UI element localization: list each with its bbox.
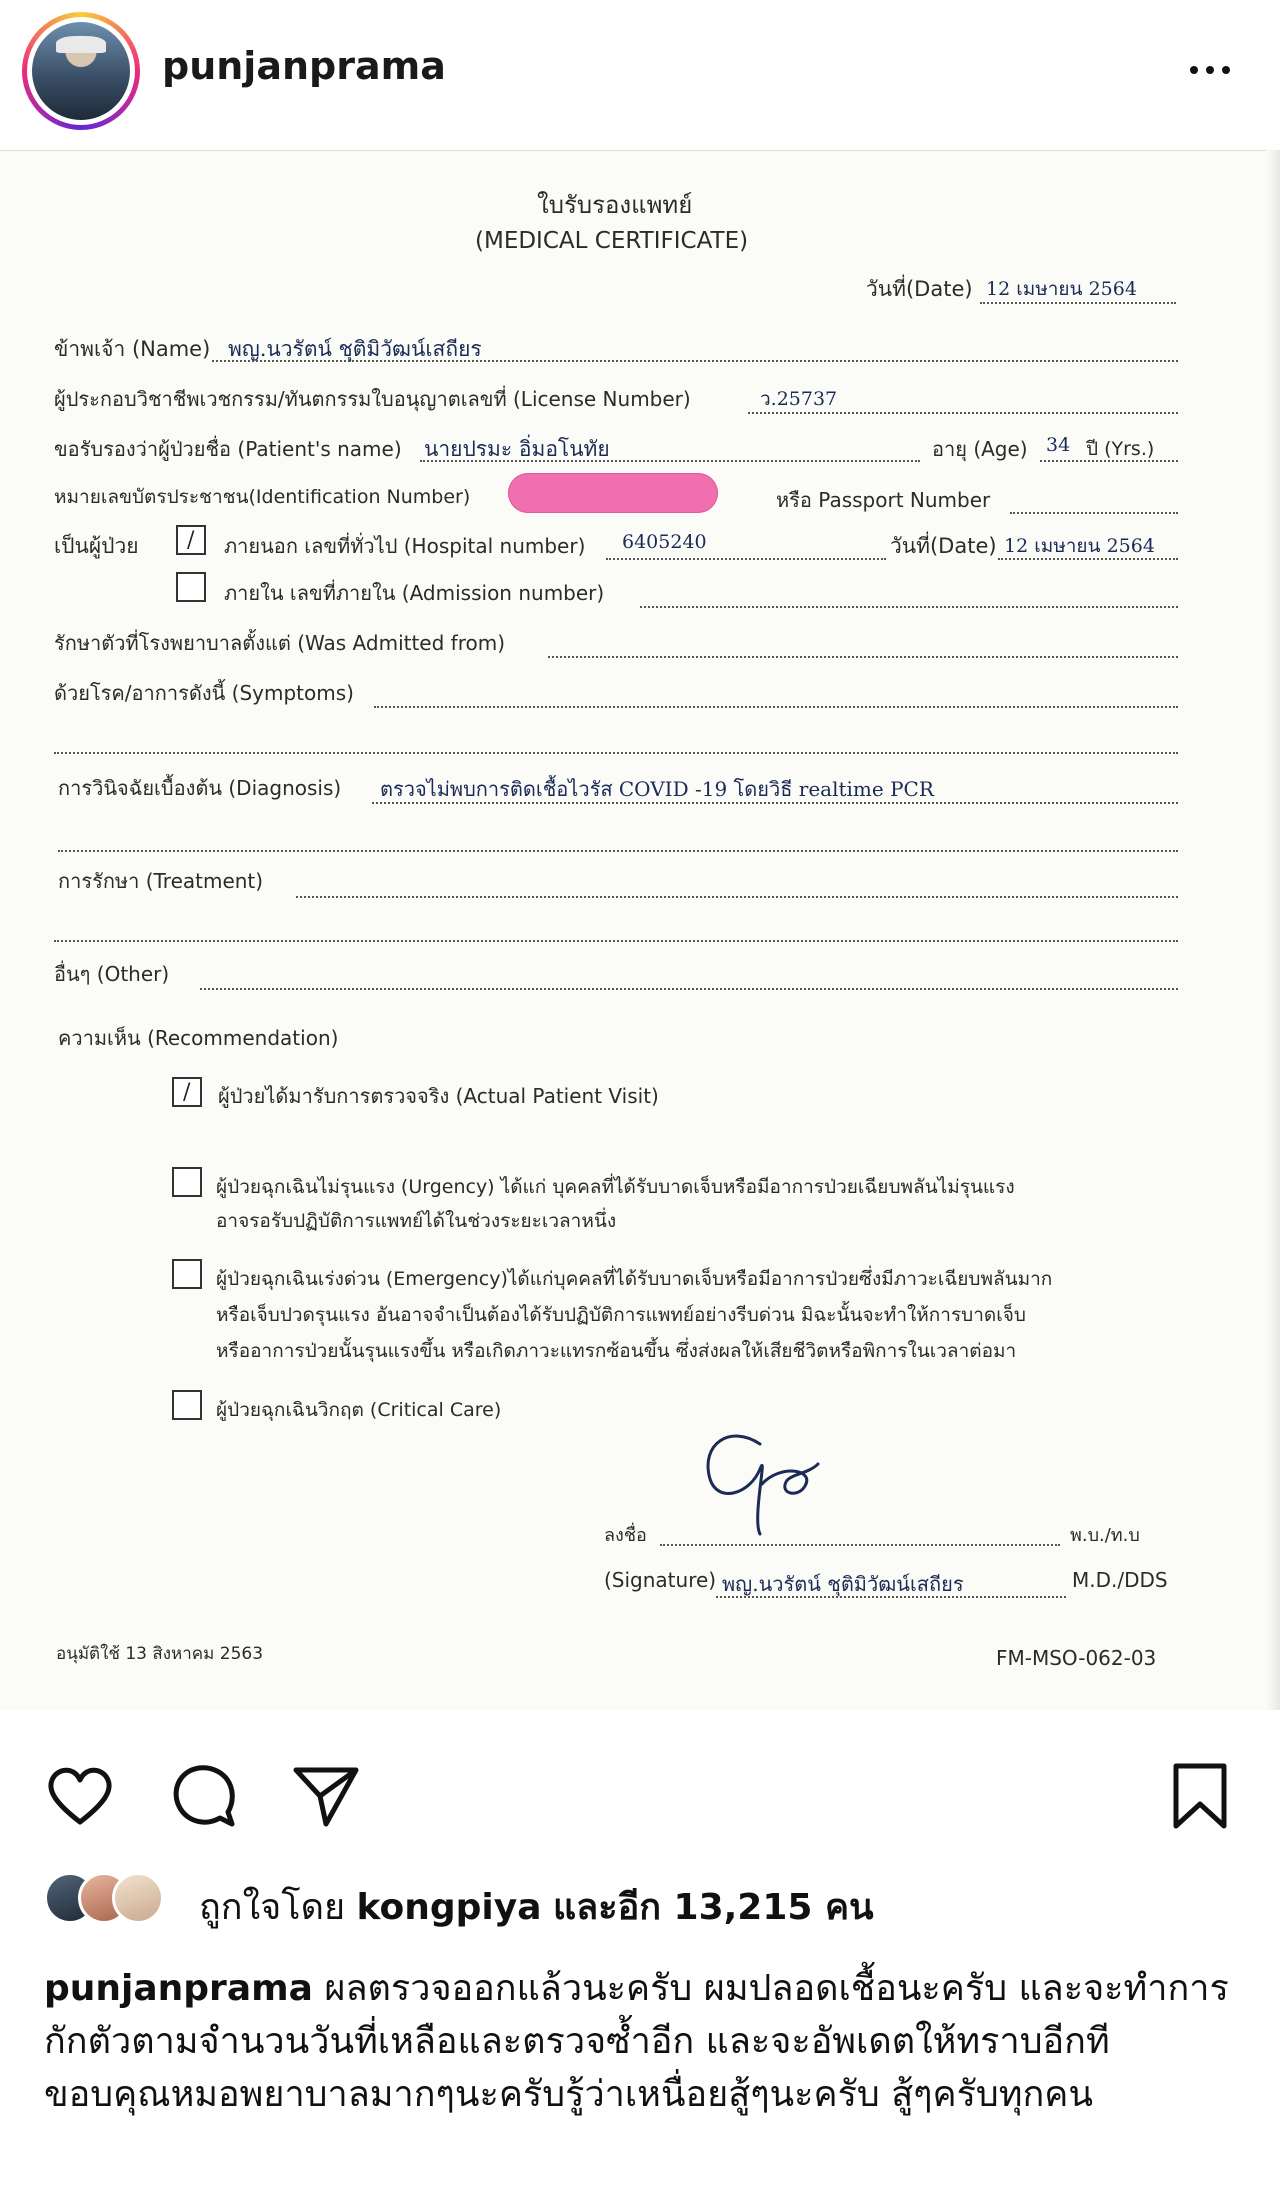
likes-suffix[interactable]: และอีก 13,215 คน: [552, 1887, 874, 1928]
patient-label: ขอรับรองว่าผู้ป่วยชื่อ (Patient's name): [54, 437, 402, 461]
dotted-line: [980, 302, 1176, 304]
inpatient-checkbox: [176, 572, 206, 602]
sign-suffix: พ.บ./ท.บ: [1070, 1525, 1140, 1546]
bookmark-icon[interactable]: [1164, 1760, 1236, 1832]
other-label: อื่นๆ (Other): [54, 962, 170, 986]
signature-name: พญ.นวรัตน์ ชุติมิวัฒน์เสถียร: [722, 1572, 964, 1596]
dotted-line: [1040, 460, 1178, 462]
dotted-line: [420, 460, 920, 462]
outpatient-label: ภายนอก เลขที่ทั่วไป (Hospital number): [224, 534, 586, 558]
comment-icon[interactable]: [168, 1760, 240, 1832]
recommendation-label: ความเห็น (Recommendation): [58, 1026, 339, 1050]
dotted-line: [548, 656, 1178, 658]
dotted-line: [748, 412, 1178, 414]
form-code: FM-MSO-062-03: [996, 1646, 1157, 1670]
dotted-line: [998, 558, 1178, 560]
diagnosis-label: การวินิจฉัยเบื้องต้น (Diagnosis): [58, 776, 342, 800]
outpatient-checkbox: [176, 525, 206, 555]
urgency-line-2: อาจรอรับปฏิบัติการแพทย์ได้ในช่วงระยะเวลาหนึ่ง: [216, 1210, 617, 1232]
symptoms-label: ด้วยโรค/อาการดังนี้ (Symptoms): [54, 681, 354, 705]
visit-date-value: 12 เมษายน 2564: [1004, 535, 1155, 557]
likes-user[interactable]: kongpiya: [356, 1887, 542, 1928]
dotted-line: [296, 896, 1178, 898]
critical-label: ผู้ป่วยฉุกเฉินวิกฤต (Critical Care): [216, 1399, 502, 1421]
check-mark: /: [187, 528, 195, 553]
avatar[interactable]: [22, 12, 140, 130]
actual-visit-checkbox: [172, 1077, 202, 1107]
check-mark: /: [183, 1080, 191, 1105]
send-icon[interactable]: [290, 1760, 362, 1832]
dotted-line: [374, 706, 1178, 708]
patient-value: นายปรมะ อิ่มอโนทัย: [424, 437, 610, 461]
dotted-line: [212, 360, 1178, 362]
more-options-icon[interactable]: [1180, 50, 1240, 90]
caption-username[interactable]: punjanprama: [44, 1968, 313, 2009]
age-unit: ปี (Yrs.): [1086, 438, 1155, 460]
emergency-line-2: หรือเจ็บปวดรุนแรง อันอาจจำเป็นต้องได้รับปฏิบัติการแพทย์อย่างรีบด่วน มิฉะนั้นจะทำให้การบาดเจ็บ: [216, 1304, 1026, 1326]
post-username[interactable]: punjanprama: [162, 44, 446, 88]
signature-label: (Signature): [604, 1568, 717, 1592]
name-value: พญ.นวรัตน์ ชุติมิวัฒน์เสถียร: [228, 337, 482, 361]
approved-date: อนุมัติใช้ 13 สิงหาคม 2563: [56, 1644, 264, 1664]
date-label: วันที่(Date): [866, 277, 973, 301]
dotted-line: [372, 802, 1178, 804]
dotted-line: [54, 752, 1178, 754]
post-caption: [44, 1962, 1244, 2121]
dotted-line: [54, 940, 1178, 942]
action-bar: [0, 1740, 1280, 1840]
emergency-checkbox: [172, 1259, 202, 1289]
urgency-checkbox: [172, 1167, 202, 1197]
patient-type-label: เป็นผู้ป่วย: [54, 534, 139, 558]
emergency-line-3: หรืออาการป่วยนั้นรุนแรงขึ้น หรือเกิดภาวะแทรกซ้อนขึ้น ซึ่งส่งผลให้เสียชีวิตหรือพิการในเวลาต่อมา: [216, 1340, 1017, 1362]
doc-title-en: (MEDICAL CERTIFICATE): [475, 228, 749, 254]
dotted-line: [606, 558, 886, 560]
dotted-line: [716, 1596, 1066, 1598]
caption-text: ผลตรวจออกแล้วนะครับ ผมปลอดเชื้อนะครับ และจะทำการกักตัวตามจำนวนวันที่เหลือและตรวจซ้ำอีก และจะอัพเดตให้ทราบอีกที ขอบคุณหมอพยาบาลมากๆนะครับรู้ว่าเหนื่อยสู้ๆนะครับ สู้ๆครับทุกคน: [44, 1968, 1229, 2115]
dotted-line: [200, 988, 1178, 990]
redaction-mark: [508, 473, 718, 513]
dotted-line: [58, 850, 1178, 852]
urgency-line-1: ผู้ป่วยฉุกเฉินไม่รุนแรง (Urgency) ได้แก่ บุคคลที่ได้รับบาดเจ็บหรือมีอาการป่วยเฉียบพลันไม่รุนแรง: [216, 1176, 1015, 1198]
dotted-line: [1010, 512, 1178, 514]
id-label: หมายเลขบัตรประชาชน(Identification Number): [54, 486, 471, 508]
likes-row[interactable]: [44, 1870, 1244, 1930]
inpatient-label: ภายใน เลขที่ภายใน (Admission number): [224, 581, 605, 605]
liker-avatar: [112, 1872, 164, 1924]
avatar-photo: [32, 22, 130, 120]
age-label: อายุ (Age): [932, 437, 1028, 461]
name-label: ข้าพเจ้า (Name): [54, 337, 211, 361]
hospital-number-value: 6405240: [622, 531, 707, 553]
treatment-label: การรักษา (Treatment): [58, 869, 264, 893]
critical-checkbox: [172, 1390, 202, 1420]
license-label: ผู้ประกอบวิชาชีพเวชกรรม/ทันตกรรมใบอนุญาตเลขที่ (License Number): [54, 387, 691, 411]
emergency-line-1: ผู้ป่วยฉุกเฉินเร่งด่วน (Emergency)ได้แก่บุคคลที่ได้รับบาดเจ็บหรือมีอาการป่วยซึ่งมีภาวะเฉียบพลันมาก: [216, 1268, 1053, 1290]
scan-edge: [1266, 150, 1280, 1710]
date-value: 12 เมษายน 2564: [986, 278, 1137, 300]
signature-suffix: M.D./DDS: [1072, 1568, 1168, 1592]
license-value: ว.25737: [760, 388, 838, 410]
likes-prefix: ถูกใจโดย: [199, 1887, 346, 1928]
admitted-label: รักษาตัวที่โรงพยาบาลตั้งแต่ (Was Admitted from): [54, 631, 506, 655]
likes-text[interactable]: [199, 1878, 874, 1935]
visit-date-label: วันที่(Date): [890, 534, 997, 558]
dotted-line: [660, 1544, 1060, 1546]
actual-visit-label: ผู้ป่วยได้มารับการตรวจจริง (Actual Patient Visit): [218, 1084, 659, 1108]
sign-label: ลงชื่อ: [604, 1525, 647, 1546]
diagnosis-value: ตรวจไม่พบการติดเชื้อไวรัส COVID -19 โดยวิธี realtime PCR: [380, 777, 934, 801]
doc-title-th: ใบรับรองแพทย์: [537, 191, 693, 219]
heart-icon[interactable]: [44, 1760, 116, 1832]
age-value: 34: [1046, 434, 1071, 456]
dotted-line: [640, 606, 1178, 608]
passport-label: หรือ Passport Number: [776, 488, 991, 512]
post-header: [0, 0, 1280, 150]
signature-scribble: [690, 1424, 840, 1544]
